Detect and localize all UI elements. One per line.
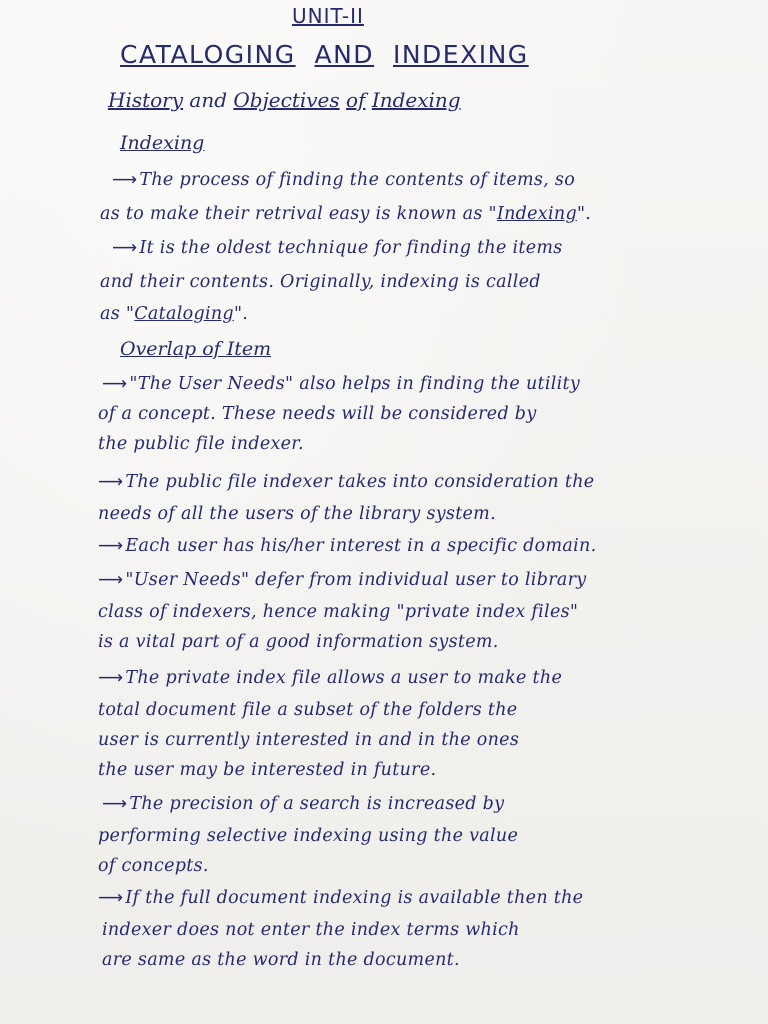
arrow-icon: ⟶	[112, 238, 138, 258]
note-line: as to make their retrival easy is known as "Indexing".	[100, 204, 592, 224]
note-line: class of indexers, hence making "private index files"	[98, 602, 579, 622]
heading-word-objectives: Objectives	[233, 88, 340, 112]
title-word-indexing: INDEXING	[392, 40, 529, 69]
note-line: ⟶ The precision of a search is increased by	[102, 794, 505, 814]
note-line: the user may be interested in future.	[98, 760, 437, 780]
arrow-icon: ⟶	[102, 374, 128, 394]
note-line: as "Cataloging".	[100, 304, 249, 324]
subheading-overlap: Overlap of Item	[120, 338, 272, 360]
title-word-cataloging: CATALOGING	[120, 40, 296, 69]
arrow-icon: ⟶	[98, 536, 124, 556]
note-line: needs of all the users of the library system.	[98, 504, 496, 524]
note-line: are same as the word in the document.	[102, 950, 460, 970]
note-line: ⟶ The process of finding the contents of items, so	[112, 170, 576, 190]
page-title	[120, 40, 529, 69]
arrow-icon: ⟶	[98, 570, 124, 590]
note-line: of a concept. These needs will be considered by	[98, 404, 537, 424]
arrow-icon: ⟶	[98, 472, 124, 492]
note-line: of concepts.	[98, 856, 209, 876]
note-line: ⟶ "User Needs" defer from individual user to library	[98, 570, 587, 590]
note-line: performing selective indexing using the value	[98, 826, 519, 846]
title-word-and: AND	[314, 40, 375, 69]
section-heading	[108, 88, 461, 112]
note-line: ⟶ The public file indexer takes into consideration the	[98, 472, 595, 492]
note-line: indexer does not enter the index terms which	[102, 920, 520, 940]
heading-word-of: of	[346, 88, 366, 112]
note-line: the public file indexer.	[98, 434, 304, 454]
note-line: total document file a subset of the folders the	[98, 700, 518, 720]
arrow-icon: ⟶	[102, 794, 128, 814]
note-line: user is currently interested in and in the ones	[98, 730, 520, 750]
unit-label: UNIT-II	[292, 4, 364, 28]
arrow-icon: ⟶	[112, 170, 138, 190]
heading-word-indexing: Indexing	[371, 88, 461, 112]
note-line: ⟶ It is the oldest technique for finding the items	[112, 238, 563, 258]
arrow-icon: ⟶	[98, 888, 124, 908]
arrow-icon: ⟶	[98, 668, 124, 688]
subheading-indexing: Indexing	[120, 132, 205, 154]
note-line: is a vital part of a good information system.	[98, 632, 499, 652]
note-line: ⟶ "The User Needs" also helps in finding the utility	[102, 374, 581, 394]
note-line: and their contents. Originally, indexing is called	[100, 272, 541, 292]
note-line: ⟶ Each user has his/her interest in a specific domain.	[98, 536, 597, 556]
heading-word-and: and	[189, 88, 228, 112]
note-line: ⟶ If the full document indexing is available then the	[98, 888, 584, 908]
note-line: ⟶ The private index file allows a user to make the	[98, 668, 563, 688]
heading-word-history: History	[108, 88, 184, 112]
